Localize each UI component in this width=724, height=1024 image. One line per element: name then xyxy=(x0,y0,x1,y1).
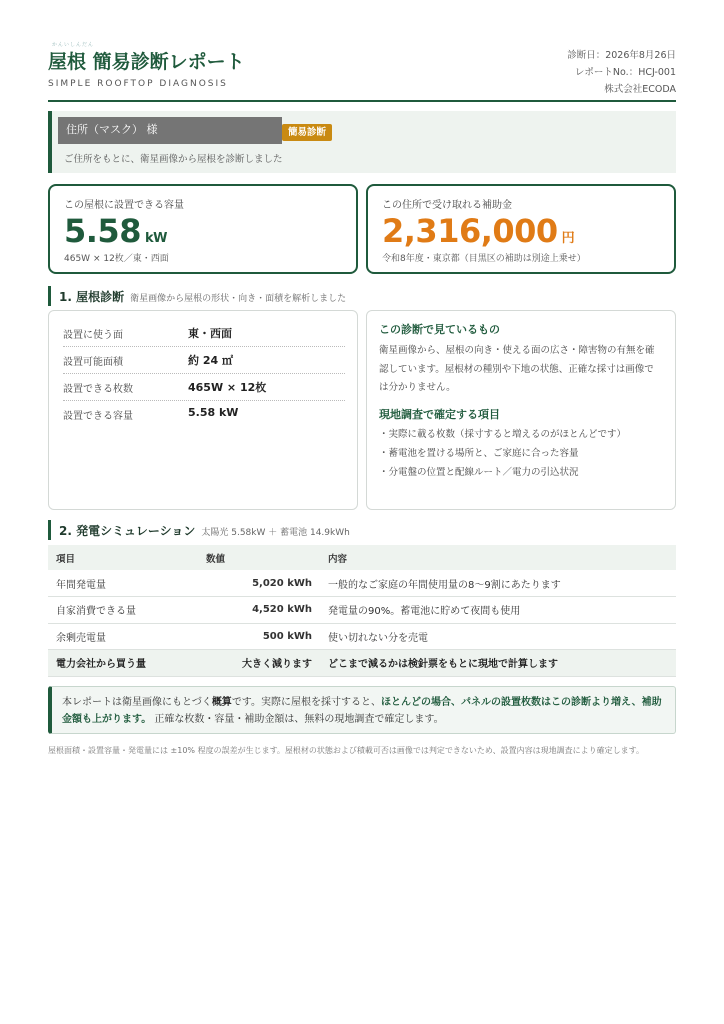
info-heading: この診断で見ているもの xyxy=(379,323,500,336)
survey-heading: 現地調査で確定する項目 xyxy=(379,407,500,421)
note-text: です。実際に屋根を採寸すると、 xyxy=(231,697,382,708)
roof-spec-card xyxy=(48,310,358,510)
row-desc: 一般的なご家庭の年間使用量の8〜9割にあたります xyxy=(320,570,676,597)
subsidy-unit: 円 xyxy=(561,231,575,246)
summary-note xyxy=(48,686,676,734)
row-value: 4,520 kWh xyxy=(198,597,320,624)
row-value: 500 kWh xyxy=(198,623,320,650)
spec-row xyxy=(63,374,345,401)
subsidy-card xyxy=(366,184,676,274)
survey-item: ・蓄電池を置ける場所と、ご家庭に合った容量 xyxy=(379,447,579,459)
section-sim-title: 2. 発電シミュレーション xyxy=(59,524,196,538)
row-item: 年間発電量 xyxy=(48,570,198,597)
table-row xyxy=(48,623,676,650)
capacity-card xyxy=(48,184,358,274)
title-ruby: かんいしんだん xyxy=(52,42,95,48)
spec-key: 設置に使う面 xyxy=(63,330,123,341)
masked-address: 住所（マスク） 様 xyxy=(58,117,282,144)
section-roof-subtitle: 衛星画像から屋根の形状・向き・面積を解析しました xyxy=(130,294,347,304)
simulation-table xyxy=(48,545,676,677)
report-title: 屋根 簡易診断レポート xyxy=(48,51,245,73)
survey-item: ・実際に載る枚数（採寸すると増えるのがほとんどです） xyxy=(379,428,627,440)
column-header: 数値 xyxy=(198,545,320,570)
note-highlight: ほとんどの場合、パネルの設置枚数はこの診断より増え、補助金額も上がります。 xyxy=(62,697,662,725)
row-desc: 発電量の90%。蓄電池に貯めて夜間も使用 xyxy=(320,597,676,624)
diagnosis-date: 診断日：2026年8月26日 xyxy=(567,50,676,61)
column-header: 内容 xyxy=(320,545,676,570)
section-roof-title: 1. 屋根診断 xyxy=(59,290,125,304)
table-row xyxy=(48,597,676,624)
note-text: 本レポートは衛星画像にもとづく xyxy=(62,697,212,708)
capacity-unit: kW xyxy=(144,231,167,246)
note-text: 正確な枚数・容量・補助金額は、無料の現地調査で確定します。 xyxy=(154,714,444,725)
address-description: ご住所をもとに、衛星画像から屋根を診断しました xyxy=(64,154,283,165)
spec-row xyxy=(63,347,345,374)
capacity-value: 5.58 xyxy=(64,212,141,250)
subsidy-value: 2,316,000 xyxy=(382,212,558,250)
section-sim-subtitle: 太陽光 5.58kW ＋ 蓄電池 14.9kWh xyxy=(201,528,350,538)
column-header: 項目 xyxy=(48,545,198,570)
spec-value: 465W × 12枚 xyxy=(188,381,267,394)
spec-value: 5.58 kW xyxy=(188,406,239,419)
report-number: レポートNo.：HCJ-001 xyxy=(574,67,676,78)
row-value: 大きく減ります xyxy=(198,650,320,677)
section-roof-heading xyxy=(48,286,346,306)
spec-key: 設置可能面積 xyxy=(63,357,123,368)
table-row xyxy=(48,650,676,677)
row-desc: 使い切れない分を売電 xyxy=(320,623,676,650)
subsidy-note: 令和8年度・東京都（目黒区の補助は別途上乗せ） xyxy=(382,254,586,264)
survey-item: ・分電盤の位置と配線ルート／電力の引込状況 xyxy=(379,466,579,478)
subsidy-value-line xyxy=(382,212,574,250)
report-header xyxy=(48,0,676,102)
row-value: 5,020 kWh xyxy=(198,570,320,597)
row-item: 余剰売電量 xyxy=(48,623,198,650)
report-meta xyxy=(567,47,676,98)
row-item: 電力会社から買う量 xyxy=(48,650,198,677)
spec-row xyxy=(63,401,345,428)
capacity-value-line xyxy=(64,212,167,250)
info-text: 衛星画像から、屋根の向き・使える面の広さ・障害物の有無を確認しています。屋根材の種別や下地の状態、正確な採寸は画像では分かりません。 xyxy=(379,345,655,393)
capacity-label: この屋根に設置できる容量 xyxy=(64,200,184,211)
address-box xyxy=(48,111,676,173)
note-emphasis: 概算 xyxy=(211,697,232,708)
capacity-note: 465W × 12枚／東・西面 xyxy=(64,254,169,264)
section-sim-heading xyxy=(48,520,350,540)
row-desc: どこまで減るかは検針票をもとに現地で計算します xyxy=(320,650,676,677)
spec-row xyxy=(63,320,345,347)
company-name: 株式会社ECODA xyxy=(604,84,676,95)
spec-value: 約 24 ㎡ xyxy=(188,354,233,367)
spec-key: 設置できる枚数 xyxy=(63,384,133,395)
subsidy-label: この住所で受け取れる補助金 xyxy=(382,200,512,211)
table-header-row xyxy=(48,545,676,570)
report-subtitle: SIMPLE ROOFTOP DIAGNOSIS xyxy=(48,79,228,89)
diagnosis-info-card xyxy=(366,310,676,510)
footer-disclaimer: 屋根面積・設置容量・発電量には ±10% 程度の誤差が生じます。屋根材の状態および積載可否は画像では判定できないため、設置内容は現地調査により確定します。 xyxy=(48,746,644,755)
spec-value: 東・西面 xyxy=(188,327,232,340)
report-page xyxy=(48,0,676,755)
diagnosis-badge: 簡易診断 xyxy=(282,124,332,141)
table-row xyxy=(48,570,676,597)
spec-key: 設置できる容量 xyxy=(63,411,133,422)
row-item: 自家消費できる量 xyxy=(48,597,198,624)
